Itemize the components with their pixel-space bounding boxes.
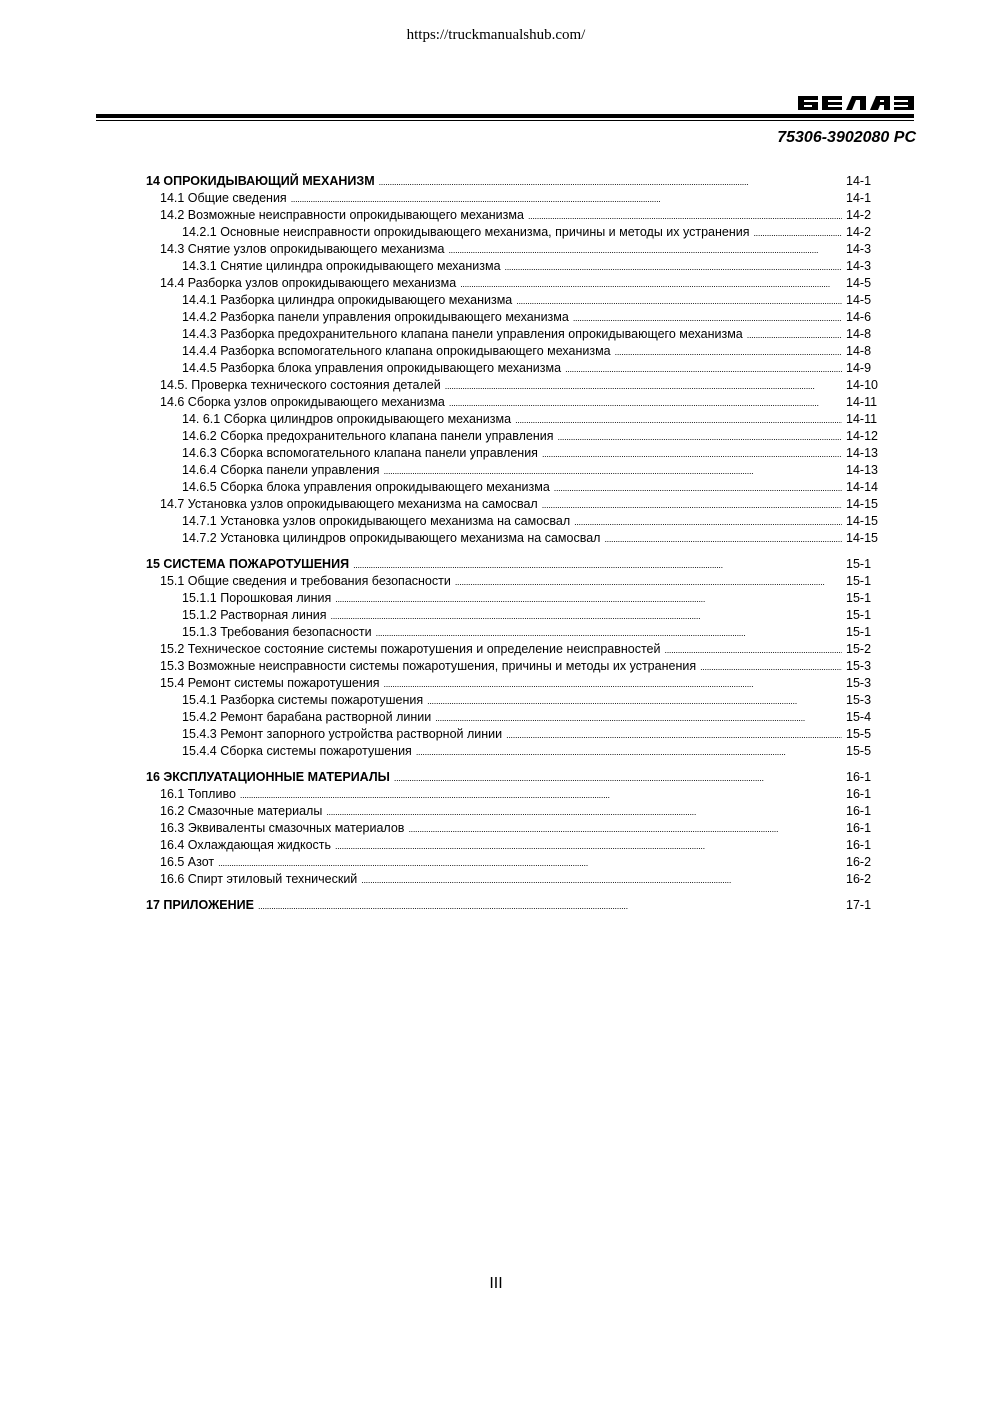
toc-entry-title: 14.2 Возможные неисправности опрокидывающего механизма — [160, 208, 524, 222]
toc-dot-leader — [665, 641, 843, 658]
toc-entry-page: 14-15 — [846, 514, 878, 528]
toc-dot-leader — [427, 692, 842, 709]
toc-entry[interactable] — [146, 360, 886, 377]
toc-entry-title: 14.7 Установка узлов опрокидывающего механизма на самосвал — [160, 497, 538, 511]
toc-entry[interactable] — [146, 786, 886, 803]
toc-entry[interactable] — [146, 709, 886, 726]
toc-entry-page: 14-10 — [846, 378, 878, 392]
toc-entry-title: 16.4 Охлаждающая жидкость — [160, 838, 332, 852]
document-code: 75306-3902080 РС — [777, 129, 916, 146]
toc-dot-leader — [394, 769, 842, 786]
toc-dot-leader — [448, 241, 842, 258]
toc-entry-title: 14. 6.1 Сборка цилиндров опрокидывающего механизма — [182, 412, 512, 426]
toc-entry-title: 14.6.5 Сборка блока управления опрокидывающего механизма — [182, 480, 550, 494]
toc-entry-title: 15.1.3 Требования безопасности — [182, 625, 372, 639]
toc-dot-leader — [604, 530, 842, 547]
toc-entry[interactable] — [146, 820, 886, 837]
toc-entry-title: 14.2.1 Основные неисправности опрокидывающего механизма, причины и методы их устранения — [182, 225, 750, 239]
toc-entry[interactable] — [146, 326, 886, 343]
toc-dot-leader — [384, 675, 842, 692]
toc-entry-page: 15-2 — [846, 642, 872, 656]
toc-dot-leader — [240, 786, 842, 803]
toc-entry[interactable] — [146, 411, 886, 428]
toc-entry[interactable] — [146, 343, 886, 360]
toc-entry-page: 16-1 — [846, 838, 872, 852]
toc-entry-page: 15-1 — [846, 557, 872, 571]
toc-entry-title: 14.7.2 Установка цилиндров опрокидывающего механизма на самосвал — [182, 531, 601, 545]
toc-entry-page: 17-1 — [846, 898, 872, 912]
toc-entry-page: 16-1 — [846, 804, 872, 818]
toc-chapter-entry[interactable] — [146, 897, 886, 914]
header-rule-thin — [96, 120, 914, 121]
toc-entry-title: 14.3.1 Снятие цилиндра опрокидывающего механизма — [182, 259, 501, 273]
toc-dot-leader — [573, 309, 842, 326]
toc-entry[interactable] — [146, 241, 886, 258]
toc-entry-page: 15-1 — [846, 608, 872, 622]
toc-entry-page: 14-5 — [846, 276, 872, 290]
toc-dot-leader — [445, 377, 842, 394]
toc-dot-leader — [542, 445, 842, 462]
toc-entry-title: 16.1 Топливо — [160, 787, 236, 801]
toc-entry-page: 14-5 — [846, 293, 872, 307]
toc-entry-title: 14.3 Снятие узлов опрокидывающего механизма — [160, 242, 445, 256]
toc-entry-page: 14-2 — [846, 225, 872, 239]
toc-entry-page: 15-4 — [846, 710, 872, 724]
toc-entry-page: 14-11 — [846, 395, 878, 409]
toc-entry-title: 15.4.2 Ремонт барабана растворной линии — [182, 710, 432, 724]
toc-entry[interactable] — [146, 658, 886, 675]
toc-entry[interactable] — [146, 641, 886, 658]
toc-entry-page: 14-1 — [846, 174, 872, 188]
toc-entry-title: 14.4.3 Разборка предохранительного клапана панели управления опрокидывающего механизма — [182, 327, 743, 341]
toc-entry-page: 14-8 — [846, 327, 872, 341]
toc-dot-leader — [416, 743, 842, 760]
toc-entry[interactable] — [146, 692, 886, 709]
toc-entry-page: 14-9 — [846, 361, 872, 375]
toc-entry-title: 14.6.4 Сборка панели управления — [182, 463, 380, 477]
toc-dot-leader — [435, 709, 842, 726]
toc-entry[interactable] — [146, 624, 886, 641]
toc-entry-title: 15 СИСТЕМА ПОЖАРОТУШЕНИЯ — [146, 557, 350, 571]
toc-entry[interactable] — [146, 224, 886, 241]
toc-dot-leader — [218, 854, 842, 871]
toc-entry-title: 15.4 Ремонт системы пожаротушения — [160, 676, 380, 690]
toc-chapter-entry[interactable] — [146, 556, 886, 573]
toc-dot-leader — [615, 343, 842, 360]
toc-entry-title: 16.3 Эквиваленты смазочных материалов — [160, 821, 405, 835]
toc-entry-title: 17 ПРИЛОЖЕНИЕ — [146, 898, 254, 912]
toc-entry-title: 14.7.1 Установка узлов опрокидывающего механизма на самосвал — [182, 514, 571, 528]
toc-entry-title: 14.4.4 Разборка вспомогательного клапана опрокидывающего механизма — [182, 344, 611, 358]
toc-entry[interactable] — [146, 573, 886, 590]
toc-entry-page: 16-1 — [846, 787, 872, 801]
toc-entry[interactable] — [146, 394, 886, 411]
toc-entry-page: 15-3 — [846, 659, 872, 673]
toc-dot-leader — [335, 837, 842, 854]
toc-entry-page: 14-3 — [846, 242, 872, 256]
table-of-contents — [146, 173, 886, 914]
toc-entry-page: 15-1 — [846, 625, 872, 639]
belaz-logo — [798, 96, 914, 110]
toc-entry-page: 14-12 — [846, 429, 878, 443]
toc-entry-page: 14-11 — [846, 412, 878, 426]
toc-dot-leader — [376, 624, 842, 641]
toc-entry-page: 15-3 — [846, 693, 872, 707]
toc-entry[interactable] — [146, 479, 886, 496]
toc-dot-leader — [516, 292, 842, 309]
toc-entry[interactable] — [146, 743, 886, 760]
toc-entry[interactable] — [146, 207, 886, 224]
toc-entry[interactable] — [146, 462, 886, 479]
toc-dot-leader — [574, 513, 842, 530]
toc-dot-leader — [554, 479, 842, 496]
toc-dot-leader — [258, 897, 842, 914]
toc-entry-title: 15.3 Возможные неисправности системы пожаротушения, причины и методы их устранения — [160, 659, 697, 673]
toc-dot-leader — [408, 820, 842, 837]
toc-entry-title: 14.4.2 Разборка панели управления опрокидывающего механизма — [182, 310, 569, 324]
toc-dot-leader — [505, 258, 842, 275]
toc-entry-page: 15-5 — [846, 744, 872, 758]
toc-dot-leader — [542, 496, 842, 513]
toc-dot-leader — [558, 428, 842, 445]
toc-entry-page: 14-14 — [846, 480, 878, 494]
toc-entry-title: 14.1 Общие сведения — [160, 191, 287, 205]
toc-dot-leader — [753, 224, 842, 241]
toc-entry-page: 16-2 — [846, 872, 872, 886]
toc-entry[interactable] — [146, 309, 886, 326]
toc-entry-page: 14-3 — [846, 259, 872, 273]
toc-entry-title: 14.6.3 Сборка вспомогательного клапана панели управления — [182, 446, 538, 460]
toc-dot-leader — [379, 173, 842, 190]
toc-dot-leader — [361, 871, 842, 888]
toc-dot-leader — [460, 275, 842, 292]
toc-entry[interactable] — [146, 496, 886, 513]
toc-chapter-entry[interactable] — [146, 769, 886, 786]
toc-entry-title: 16 ЭКСПЛУАТАЦИОННЫЕ МАТЕРИАЛЫ — [146, 770, 390, 784]
toc-entry[interactable] — [146, 607, 886, 624]
toc-entry[interactable] — [146, 275, 886, 292]
toc-dot-leader — [449, 394, 842, 411]
toc-entry[interactable] — [146, 258, 886, 275]
toc-entry-title: 16.2 Смазочные материалы — [160, 804, 323, 818]
toc-dot-leader — [353, 556, 842, 573]
toc-entry[interactable] — [146, 803, 886, 820]
toc-entry[interactable] — [146, 871, 886, 888]
toc-entry[interactable] — [146, 428, 886, 445]
toc-dot-leader — [455, 573, 842, 590]
toc-entry-page: 16-1 — [846, 821, 872, 835]
toc-dot-leader — [506, 726, 842, 743]
toc-dot-leader — [747, 326, 842, 343]
toc-entry-page: 14-8 — [846, 344, 872, 358]
toc-dot-leader — [528, 207, 842, 224]
toc-entry-page: 14-13 — [846, 446, 878, 460]
toc-entry-page: 15-5 — [846, 727, 872, 741]
toc-entry-page: 15-1 — [846, 591, 872, 605]
toc-entry[interactable] — [146, 513, 886, 530]
toc-entry[interactable] — [146, 530, 886, 547]
toc-dot-leader — [326, 803, 842, 820]
toc-entry[interactable] — [146, 292, 886, 309]
toc-entry-page: 14-1 — [846, 191, 872, 205]
toc-entry-page: 16-1 — [846, 770, 872, 784]
toc-dot-leader — [331, 607, 842, 624]
toc-entry[interactable] — [146, 377, 886, 394]
toc-entry-title: 14.4.5 Разборка блока управления опрокидывающего механизма — [182, 361, 562, 375]
toc-entry-title: 14.6.2 Сборка предохранительного клапана панели управления — [182, 429, 554, 443]
toc-entry[interactable] — [146, 854, 886, 871]
toc-entry-page: 16-2 — [846, 855, 872, 869]
toc-entry[interactable] — [146, 726, 886, 743]
toc-entry-title: 14.6 Сборка узлов опрокидывающего механизма — [160, 395, 445, 409]
toc-entry[interactable] — [146, 190, 886, 207]
toc-entry-page: 15-3 — [846, 676, 872, 690]
toc-dot-leader — [291, 190, 842, 207]
toc-entry-title: 15.1 Общие сведения и требования безопасности — [160, 574, 451, 588]
toc-entry-page: 14-15 — [846, 497, 878, 511]
toc-entry-title: 15.2 Техническое состояние системы пожаротушения и определение неисправностей — [160, 642, 661, 656]
toc-dot-leader — [335, 590, 842, 607]
toc-entry-title: 14 ОПРОКИДЫВАЮЩИЙ МЕХАНИЗМ — [146, 174, 375, 188]
toc-dot-leader — [384, 462, 842, 479]
toc-entry-title: 16.6 Спирт этиловый технический — [160, 872, 358, 886]
header-rule-thick — [96, 114, 914, 118]
toc-entry-title: 14.4 Разборка узлов опрокидывающего механизма — [160, 276, 457, 290]
toc-entry[interactable] — [146, 590, 886, 607]
toc-entry-title: 16.5 Азот — [160, 855, 215, 869]
toc-entry-title: 15.4.4 Сборка системы пожаротушения — [182, 744, 412, 758]
toc-entry[interactable] — [146, 445, 886, 462]
source-url: https://truckmanualshub.com/ — [406, 27, 586, 43]
toc-entry-title: 15.1.1 Порошковая линия — [182, 591, 332, 605]
toc-entry-title: 15.4.3 Ремонт запорного устройства растворной линии — [182, 727, 503, 741]
toc-entry[interactable] — [146, 837, 886, 854]
page-number: III — [489, 1275, 503, 1292]
toc-entry-title: 15.4.1 Разборка системы пожаротушения — [182, 693, 424, 707]
toc-entry-title: 14.5. Проверка технического состояния деталей — [160, 378, 441, 392]
toc-entry-page: 14-6 — [846, 310, 872, 324]
toc-entry-page: 15-1 — [846, 574, 872, 588]
toc-entry-title: 15.1.2 Растворная линия — [182, 608, 327, 622]
toc-entry-title: 14.4.1 Разборка цилиндра опрокидывающего механизма — [182, 293, 513, 307]
toc-dot-leader — [515, 411, 842, 428]
toc-entry[interactable] — [146, 675, 886, 692]
toc-entry-page: 14-2 — [846, 208, 872, 222]
toc-entry-page: 14-15 — [846, 531, 878, 545]
toc-dot-leader — [565, 360, 842, 377]
toc-entry-page: 14-13 — [846, 463, 878, 477]
toc-dot-leader — [700, 658, 842, 675]
toc-chapter-entry[interactable] — [146, 173, 886, 190]
